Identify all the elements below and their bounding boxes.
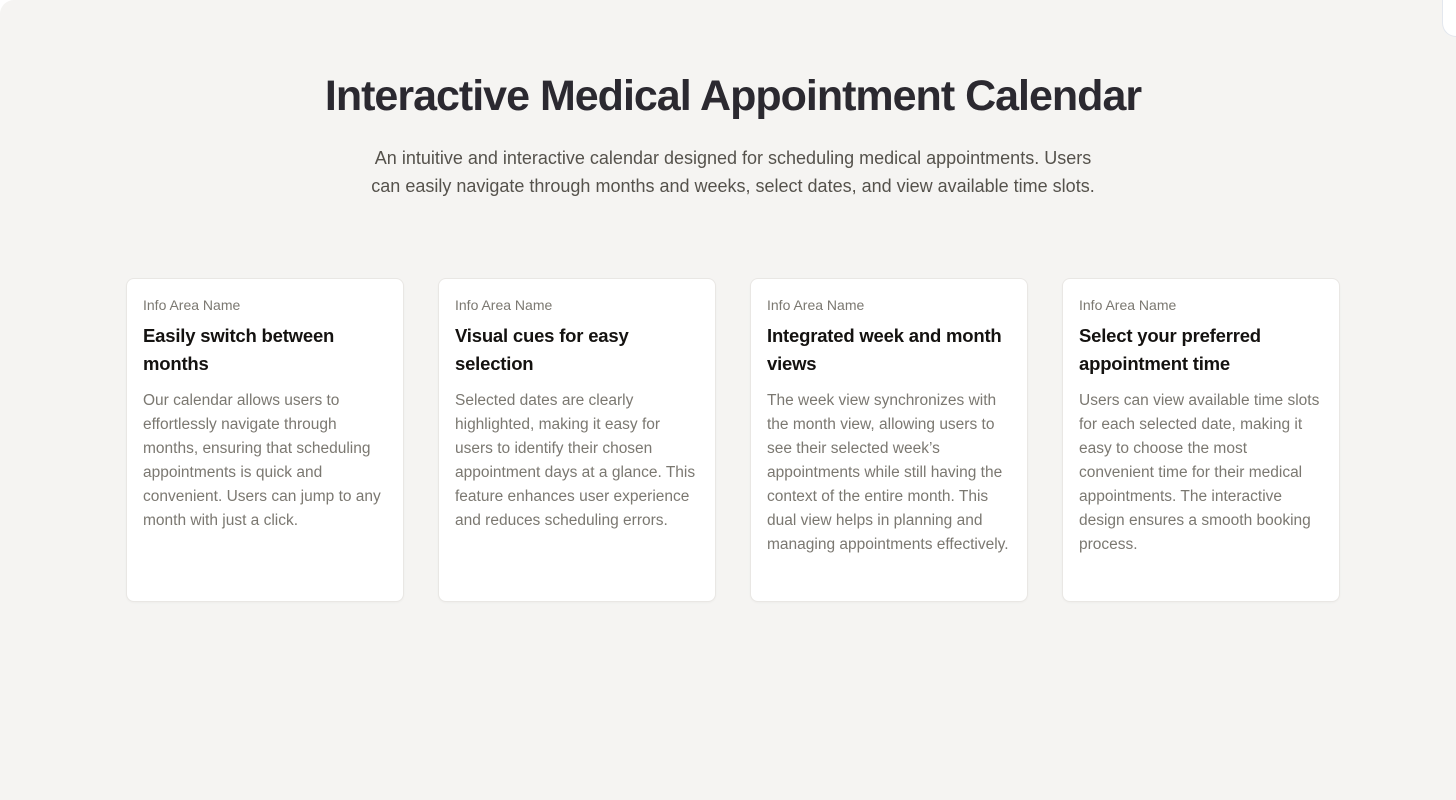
info-cards-section [126, 278, 1340, 602]
info-card-title: Select your preferred appointment time [1079, 325, 1261, 374]
info-card-body: Selected dates are clearly highlighted, making it easy for users to identify their chosen appointment days at a glance. This feature enhances user experience and reduces scheduling errors. [455, 392, 696, 529]
info-card-body: Our calendar allows users to effortlessly navigate through months, ensuring that scheduling appointments is quick and convenient. Users can jump to any month with just a click. [143, 392, 381, 529]
info-card-label: Info Area Name [455, 297, 553, 313]
info-card-appointment-time [1062, 278, 1340, 602]
info-card-label: Info Area Name [767, 297, 865, 313]
page-subtitle: An intuitive and interactive calendar designed for scheduling medical appointments. Users can easily navigate through months and weeks, select dates, and view available time slots. [371, 148, 1095, 196]
corner-widget[interactable] [1442, 0, 1456, 37]
info-card-title: Integrated week and month views [767, 325, 1002, 374]
info-card-title: Easily switch between months [143, 325, 335, 374]
info-card-body: Users can view available time slots for each selected date, making it easy to choose the most convenient time for their medical appointments. The interactive design ensures a smooth booking process. [1079, 392, 1320, 553]
info-card-title: Visual cues for easy selection [455, 325, 629, 374]
info-card-label: Info Area Name [143, 297, 241, 313]
hero-section [126, 0, 1340, 200]
info-card-week-month-views [750, 278, 1028, 602]
page-title: Interactive Medical Appointment Calendar [324, 72, 1142, 120]
info-card-label: Info Area Name [1079, 297, 1177, 313]
info-card-visual-cues [438, 278, 716, 602]
info-card-body: The week view synchronizes with the month view, allowing users to see their selected week’s appointments while still having the context of the entire month. This dual view helps in planning and managing appointments effectively. [767, 392, 1009, 553]
info-card-months [126, 278, 404, 602]
content-container [126, 0, 1340, 602]
